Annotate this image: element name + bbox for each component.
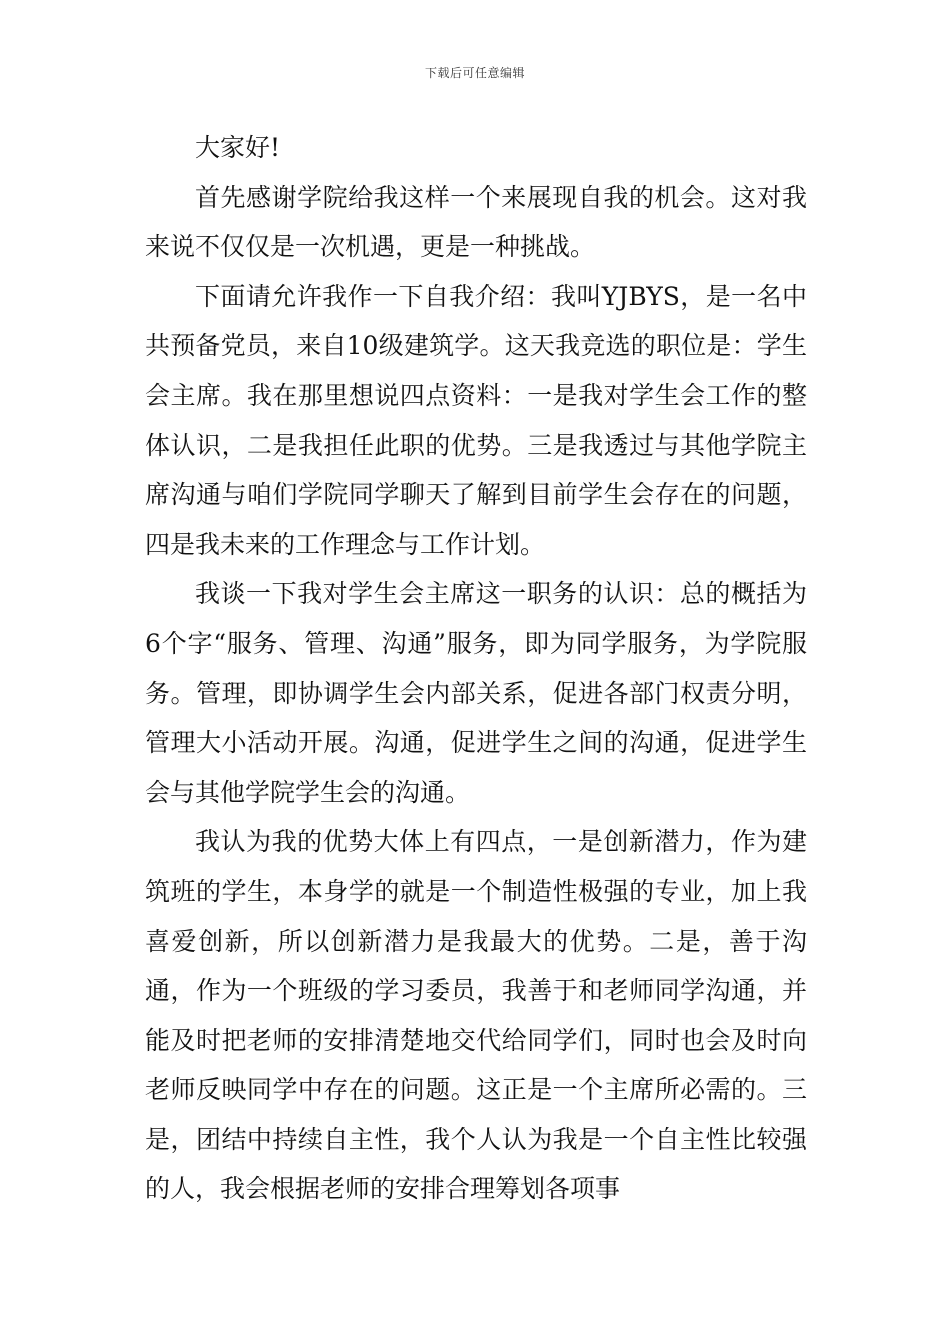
greeting-paragraph: 大家好! bbox=[195, 133, 281, 162]
paragraph-thanks: 首先感谢学院给我这样一个来展现自我的机会。这对我来说不仅仅是一次机遇，更是一种挑战。 bbox=[145, 182, 807, 262]
paragraph-role-understanding: 我谈一下我对学生会主席这一职务的认识：总的概括为6个字“服务、管理、沟通”服务，即为同学服务，为学院服务。管理，即协调学生会内部关系，促进各部门权责分明，管理大小活动开展。沟通，促进学生之间的沟通，促进学生会与其他学院学生会的沟通。 bbox=[145, 579, 807, 807]
document-body bbox=[145, 123, 807, 1214]
page-header: 下载后可任意编辑 bbox=[424, 66, 525, 80]
paragraph-introduction: 下面请允许我作一下自我介绍：我叫YJBYS，是一名中共预备党员，来自10级建筑学。这天我竞选的职位是：学生会主席。我在那里想说四点资料：一是我对学生会工作的整体认识，二是我担任此职的优势。三是我透过与其他学院主席沟通与咱们学院同学聊天了解到目前学生会存在的问题，四是我未来的工作理念与工作计划。 bbox=[145, 281, 807, 559]
paragraph-advantages: 我认为我的优势大体上有四点，一是创新潜力，作为建筑班的学生，本身学的就是一个制造性极强的专业，加上我喜爱创新，所以创新潜力是我最大的优势。二是，善于沟通，作为一个班级的学习委员，我善于和老师同学沟通，并能及时把老师的安排清楚地交代给同学们，同时也会及时向老师反映同学中存在的问题。这正是一个主席所必需的。三是，团结中持续自主性，我个人认为我是一个自主性比较强的人，我会根据老师的安排合理筹划各项事 bbox=[145, 827, 807, 1204]
